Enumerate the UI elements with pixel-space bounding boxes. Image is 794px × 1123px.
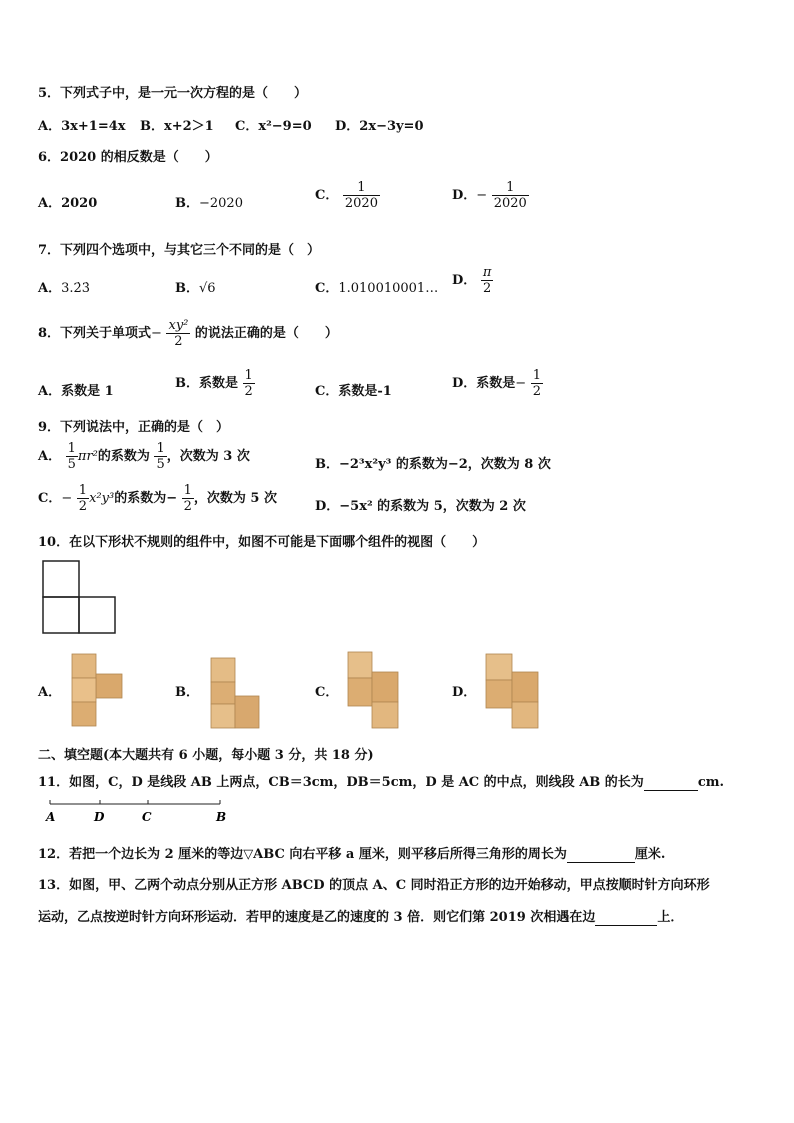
q9-option-c: C．− $\frac{1}{2}$ x²y³的系数为− $\frac{1}{2}$ ，次数为 5 次 (38, 483, 278, 514)
q13-line2: 运动，乙点按逆时针方向环形运动．若甲的速度是乙的速度的 3 倍．则它们第 2019 次相遇在边 上． (38, 910, 684, 925)
q9-option-a: A． $\frac{1}{5}$ πr²的系数为 $\frac{1}{5}$ ，次数为 3 次 (38, 441, 250, 472)
q13-line1: 13．如图，甲、乙两个动点分别从正方形 ABCD 的顶点 A、C 同时沿正方形的边开始移动，甲点按顺时针方向环形 (38, 878, 710, 893)
q7-option-d: D． $\frac{\pi}{2}$ (452, 265, 492, 296)
q6-option-d: D．− $\frac{1}{2020}$ (452, 180, 527, 211)
q10-option-d: D． (452, 685, 477, 700)
point-label-a: A (46, 810, 56, 824)
segment-figure (42, 796, 232, 826)
q7-option-c: C．1.010010001… (315, 281, 439, 296)
fraction: $\frac{1}{2}$ (78, 483, 88, 514)
q9-option-d: D．−5x² 的系数为 5，次数为 2 次 (315, 499, 526, 514)
cube-figure-a (70, 652, 126, 728)
q9-option-b: B．−2³x²y³ 的系数为−2，次数为 8 次 (315, 457, 551, 472)
fraction: $\frac{1}{2}$ (244, 368, 253, 399)
cube-figure-d (484, 652, 544, 732)
q6-option-b: B．−2020 (175, 196, 243, 211)
q5-option-d: D．2x−3y=0 (335, 119, 424, 134)
q10-option-c: C． (315, 685, 339, 700)
fraction: $\frac{1}{2}$ (183, 483, 192, 514)
q10-stem: 10．在以下形状不规则的组件中，如图不可能是下面哪个组件的视图（ ） (38, 535, 486, 550)
q12-text: 12．若把一个边长为 2 厘米的等边▽ABC 向右平移 a 厘米，则平移后所得三角形的周长为 厘米. (38, 847, 666, 862)
q5-option-b: B．x+2＞1 (140, 119, 214, 134)
fraction: $\frac{1}{5}$ (67, 441, 76, 472)
q7-stem: 7．下列四个选项中，与其它三个不同的是（ ） (38, 243, 321, 258)
q9-stem: 9．下列说法中，正确的是（ ） (38, 420, 230, 435)
cube-figure-c (346, 650, 402, 730)
q5-stem: 5．下列式子中，是一元一次方程的是（ ） (38, 86, 308, 101)
q8-option-c: C．系数是-1 (315, 384, 392, 399)
point-label-b: B (216, 810, 227, 824)
q8-option-d: D．系数是− $\frac{1}{2}$ (452, 368, 541, 399)
q6-stem: 6．2020 的相反数是（ ） (38, 150, 218, 165)
q11-text: 11．如图，C，D 是线段 AB 上两点，CB＝3cm，DB＝5cm，D 是 AC 的中点，则线段 AB 的长为 cm. (38, 775, 725, 790)
fraction: $\frac{1}{5}$ (156, 441, 165, 472)
q8-stem: 8．下列关于单项式− $\frac{\text{xy²}}{2}$ 的说法正确的是（ ） (38, 318, 338, 349)
fraction: $\frac{\text{xy²}}{2}$ (168, 318, 189, 349)
q7-option-a: A．3.2̇3̇ (38, 281, 91, 296)
q8-option-b: B．系数是 $\frac{1}{2}$ (175, 368, 253, 399)
fraction: $\frac{1}{2}$ (532, 368, 541, 399)
fraction: $\frac{1}{2020}$ (493, 180, 527, 211)
point-label-c: C (142, 810, 152, 824)
q6-option-c: C． $\frac{1}{2020}$ (315, 180, 378, 211)
q10-option-a: A． (38, 685, 62, 700)
q10-option-b: B． (175, 685, 199, 700)
q8-option-a: A．系数是 1 (38, 384, 114, 399)
point-label-d: D (94, 810, 105, 824)
q5-option-c: C．x²−9=0 (235, 119, 312, 134)
section-title: 二、填空题(本大题共有 6 小题，每小题 3 分，共 18 分) (38, 748, 374, 763)
q5-option-a: A．3x+1=4x (38, 119, 126, 134)
q7-option-b: B．√6 (175, 281, 216, 296)
fraction: $\frac{\pi}{2}$ (482, 265, 492, 296)
view-figure (42, 560, 118, 636)
cube-figure-b (208, 656, 264, 732)
fraction: $\frac{1}{2020}$ (344, 180, 378, 211)
q6-option-a: A．2020 (38, 196, 98, 211)
